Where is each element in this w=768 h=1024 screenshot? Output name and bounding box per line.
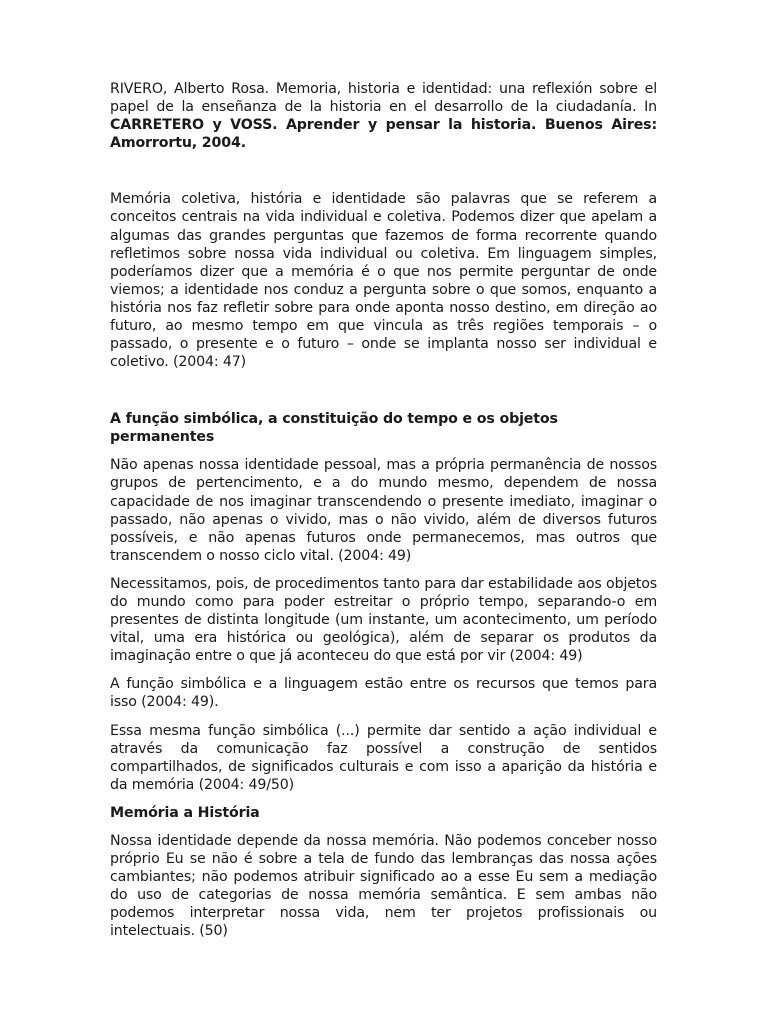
reference-text: RIVERO, Alberto Rosa. Memoria, historia e identidad: una reflexión sobre el papel de la enseñanza de la historia en el desarrollo de la ciudadanía. In: [110, 81, 657, 116]
intro-quote-paragraph: Memória coletiva, história e identidade são palavras que se referem a conceitos centrais na vida individual e coletiva. Podemos dizer que apelam a algumas das grandes perguntas que fazemos de forma recorrente quando refletimos sobre nossa vida individual ou coletiva. Em linguagem simples, poderíamos dizer que a memória é o que nos permite perguntar de onde viemos; a identidade nos conduz a pergunta sobre o que somos, enquanto a história nos faz refletir sobre para onde aponta nosso destino, em direção ao futuro, ao mesmo tempo em que vincula as três regiões temporais – o passado, o presente e o futuro – onde se implanta nosso ser individual e coletivo. (2004: 47): [110, 191, 657, 371]
section2-paragraph: Nossa identidade depende da nossa memória. Não podemos conceber nosso próprio Eu se não é sobre a tela de fundo das lembranças das nossa ações cambiantes; não podemos atribuir significado ao a esse Eu sem a mediação do uso de categorias de nossa memória semântica. E sem ambas não podemos interpretar nossa vida, nem ter projetos profissionais ou intelectuais. (50): [110, 832, 657, 940]
section-heading-symbolic-function: A função simbólica, a constituição do tempo e os objetos permanentes: [110, 411, 558, 446]
bibliographic-reference: [110, 80, 657, 152]
section1-paragraph: Necessitamos, pois, de procedimentos tanto para dar estabilidade aos objetos do mundo como para poder estreitar o próprio tempo, separando-o em presentes de distinta longitude (um instante, um acontecimento, um período vital, uma era histórica ou geológica), além de separar os produtos da imaginação entre o que já aconteceu do que está por vir (2004: 49): [110, 575, 657, 665]
reference-source: CARRETERO y VOSS. Aprender y pensar la historia. Buenos Aires: Amorrortu, 2004.: [110, 117, 657, 152]
section-heading-memory-history: Memória a História: [110, 804, 260, 821]
section1-paragraph: A função simbólica e a linguagem estão entre os recursos que temos para isso (2004: 49).: [110, 676, 657, 711]
section1-paragraph: Não apenas nossa identidade pessoal, mas a própria permanência de nossos grupos de pertencimento, e a do mundo mesmo, dependem de nossa capacidade de nos imaginar transcendendo o presente imediato, imaginar o passado, não apenas o vivido, mas o não vivido, além de diversos futuros possíveis, e não apenas futuros onde permanecemos, mas outros que transcendem o nosso ciclo vital. (2004: 49): [110, 457, 657, 564]
section1-paragraph: Essa mesma função simbólica (...) permite dar sentido a ação individual e através da comunicação faz possível a construção de sentidos compartilhados, de significados culturais e com isso a aparição da história e da memória (2004: 49/50): [110, 722, 657, 793]
document-page: [110, 80, 657, 950]
